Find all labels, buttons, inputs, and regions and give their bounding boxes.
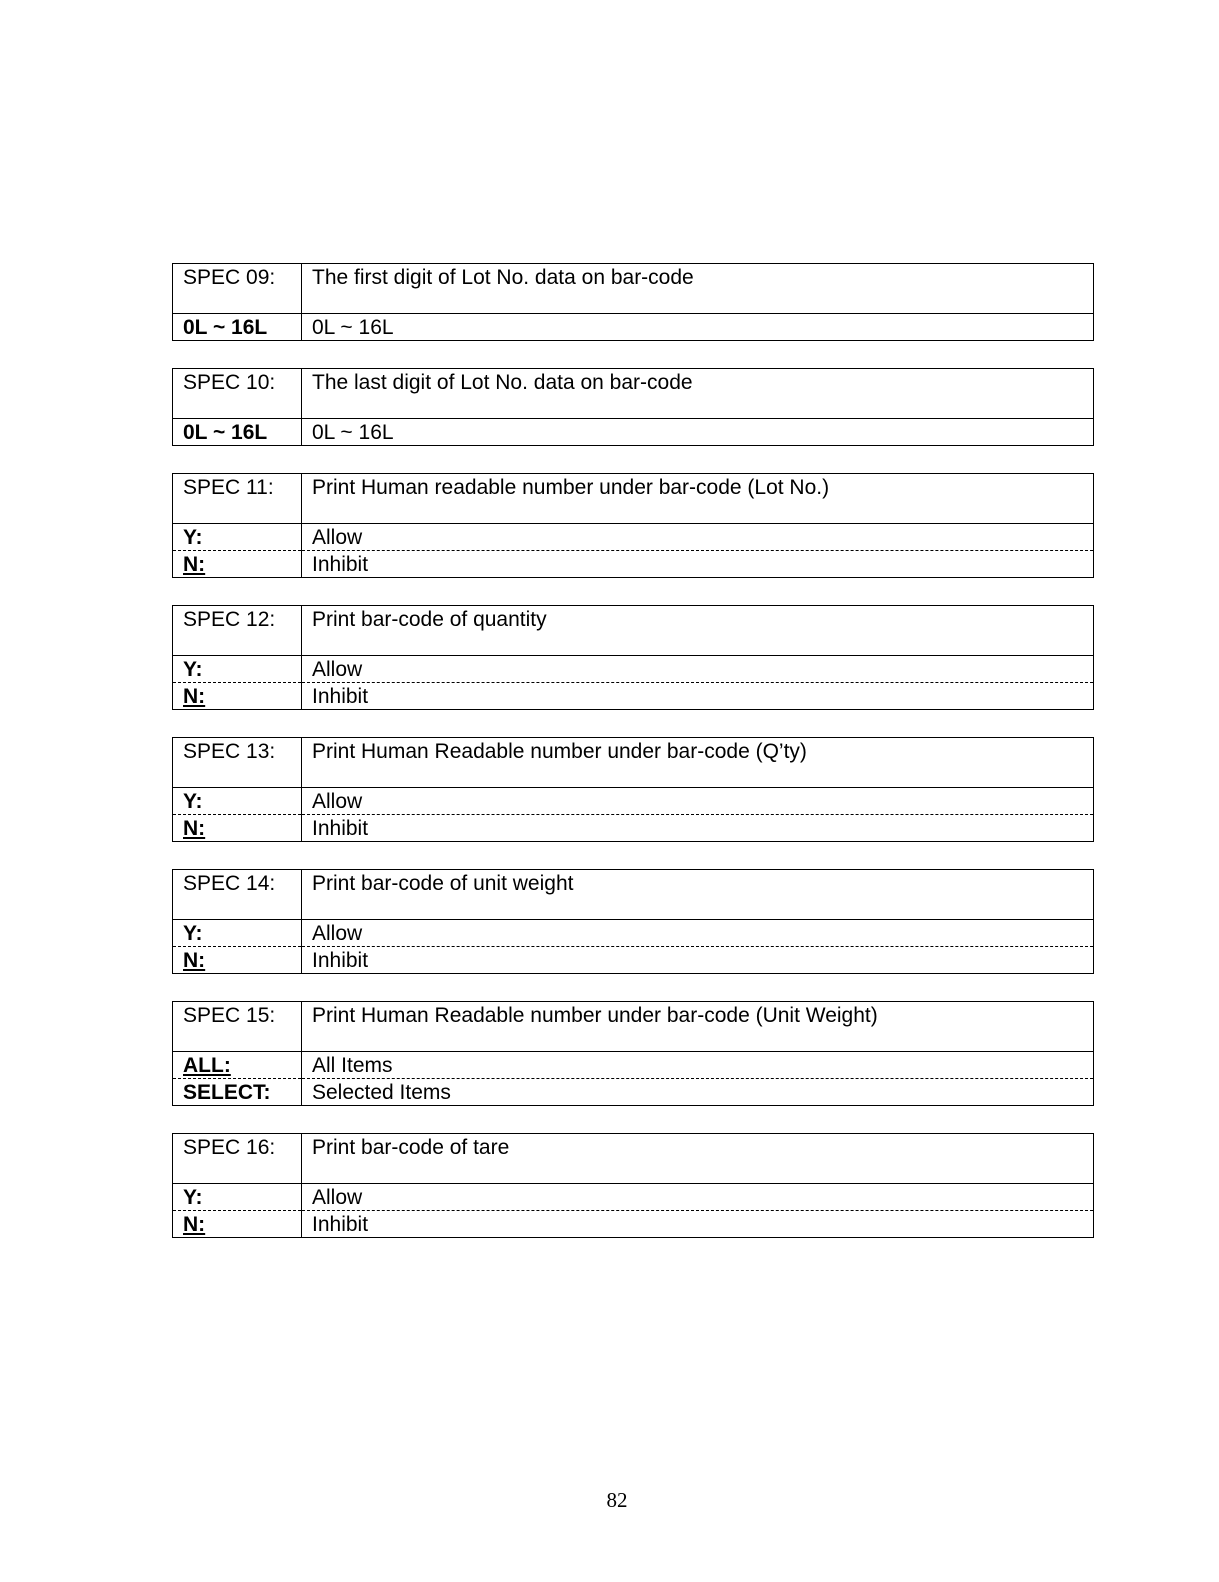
spec-table-14 xyxy=(172,869,1094,974)
option-value: Inhibit xyxy=(302,551,1094,578)
option-value: Inhibit xyxy=(302,815,1094,842)
spec-header-row xyxy=(173,264,1094,314)
spec-table-13 xyxy=(172,737,1094,842)
spec-description: Print bar-code of quantity xyxy=(302,606,1094,656)
option-key xyxy=(173,815,302,842)
spec-table-11 xyxy=(172,473,1094,578)
spec-code: SPEC 15: xyxy=(173,1002,302,1052)
spec-option-row xyxy=(173,419,1094,446)
spec-option-row xyxy=(173,314,1094,341)
spec-header-row xyxy=(173,1134,1094,1184)
spec-code: SPEC 12: xyxy=(173,606,302,656)
option-value: Inhibit xyxy=(302,683,1094,710)
spec-option-row xyxy=(173,683,1094,710)
option-key-text: N: xyxy=(183,684,206,708)
spec-table-10 xyxy=(172,368,1094,446)
spec-code: SPEC 14: xyxy=(173,870,302,920)
spec-header-row xyxy=(173,870,1094,920)
option-value: Allow xyxy=(302,656,1094,683)
option-key xyxy=(173,947,302,974)
spec-code: SPEC 16: xyxy=(173,1134,302,1184)
spec-code: SPEC 09: xyxy=(173,264,302,314)
spec-option-row xyxy=(173,947,1094,974)
spec-description: Print Human Readable number under bar-code (Unit Weight) xyxy=(302,1002,1094,1052)
spec-table-15 xyxy=(172,1001,1094,1106)
option-key: Y: xyxy=(173,1184,302,1211)
option-value: 0L ~ 16L xyxy=(302,314,1094,341)
option-key-text: N: xyxy=(183,948,206,972)
option-value: 0L ~ 16L xyxy=(302,419,1094,446)
spec-option-row xyxy=(173,920,1094,947)
spec-option-row xyxy=(173,1211,1094,1238)
spec-header-row xyxy=(173,369,1094,419)
option-key: Y: xyxy=(173,788,302,815)
spec-option-row xyxy=(173,1184,1094,1211)
spec-option-row xyxy=(173,551,1094,578)
option-key: 0L ~ 16L xyxy=(173,314,302,341)
spec-description: The last digit of Lot No. data on bar-code xyxy=(302,369,1094,419)
spec-description: Print Human Readable number under bar-code (Q’ty) xyxy=(302,738,1094,788)
spec-header-row xyxy=(173,1002,1094,1052)
spec-code: SPEC 10: xyxy=(173,369,302,419)
spec-description: Print Human readable number under bar-code (Lot No.) xyxy=(302,474,1094,524)
spec-header-row xyxy=(173,606,1094,656)
option-key xyxy=(173,551,302,578)
option-key-text: ALL: xyxy=(183,1053,231,1077)
option-value: Allow xyxy=(302,524,1094,551)
page-number: 82 xyxy=(606,1488,628,1512)
spec-option-row xyxy=(173,1079,1094,1106)
option-key xyxy=(173,683,302,710)
option-value: All Items xyxy=(302,1052,1094,1079)
option-value: Inhibit xyxy=(302,1211,1094,1238)
option-key xyxy=(173,1052,302,1079)
spec-table-12 xyxy=(172,605,1094,710)
spec-table-list xyxy=(172,263,1093,1265)
spec-description: The first digit of Lot No. data on bar-code xyxy=(302,264,1094,314)
option-value: Allow xyxy=(302,788,1094,815)
spec-option-row xyxy=(173,656,1094,683)
spec-header-row xyxy=(173,474,1094,524)
option-key: SELECT: xyxy=(173,1079,302,1106)
spec-option-row xyxy=(173,1052,1094,1079)
spec-option-row xyxy=(173,815,1094,842)
spec-table-16 xyxy=(172,1133,1094,1238)
option-key-text: N: xyxy=(183,552,206,576)
option-value: Allow xyxy=(302,1184,1094,1211)
option-value: Inhibit xyxy=(302,947,1094,974)
option-key: Y: xyxy=(173,920,302,947)
spec-option-row xyxy=(173,788,1094,815)
option-key-text: N: xyxy=(183,816,206,840)
option-key: Y: xyxy=(173,524,302,551)
spec-code: SPEC 11: xyxy=(173,474,302,524)
option-key: Y: xyxy=(173,656,302,683)
option-key xyxy=(173,1211,302,1238)
option-key: 0L ~ 16L xyxy=(173,419,302,446)
spec-header-row xyxy=(173,738,1094,788)
option-value: Selected Items xyxy=(302,1079,1094,1106)
spec-table-09 xyxy=(172,263,1094,341)
option-key-text: N: xyxy=(183,1212,206,1236)
option-value: Allow xyxy=(302,920,1094,947)
spec-option-row xyxy=(173,524,1094,551)
spec-code: SPEC 13: xyxy=(173,738,302,788)
spec-description: Print bar-code of tare xyxy=(302,1134,1094,1184)
spec-description: Print bar-code of unit weight xyxy=(302,870,1094,920)
